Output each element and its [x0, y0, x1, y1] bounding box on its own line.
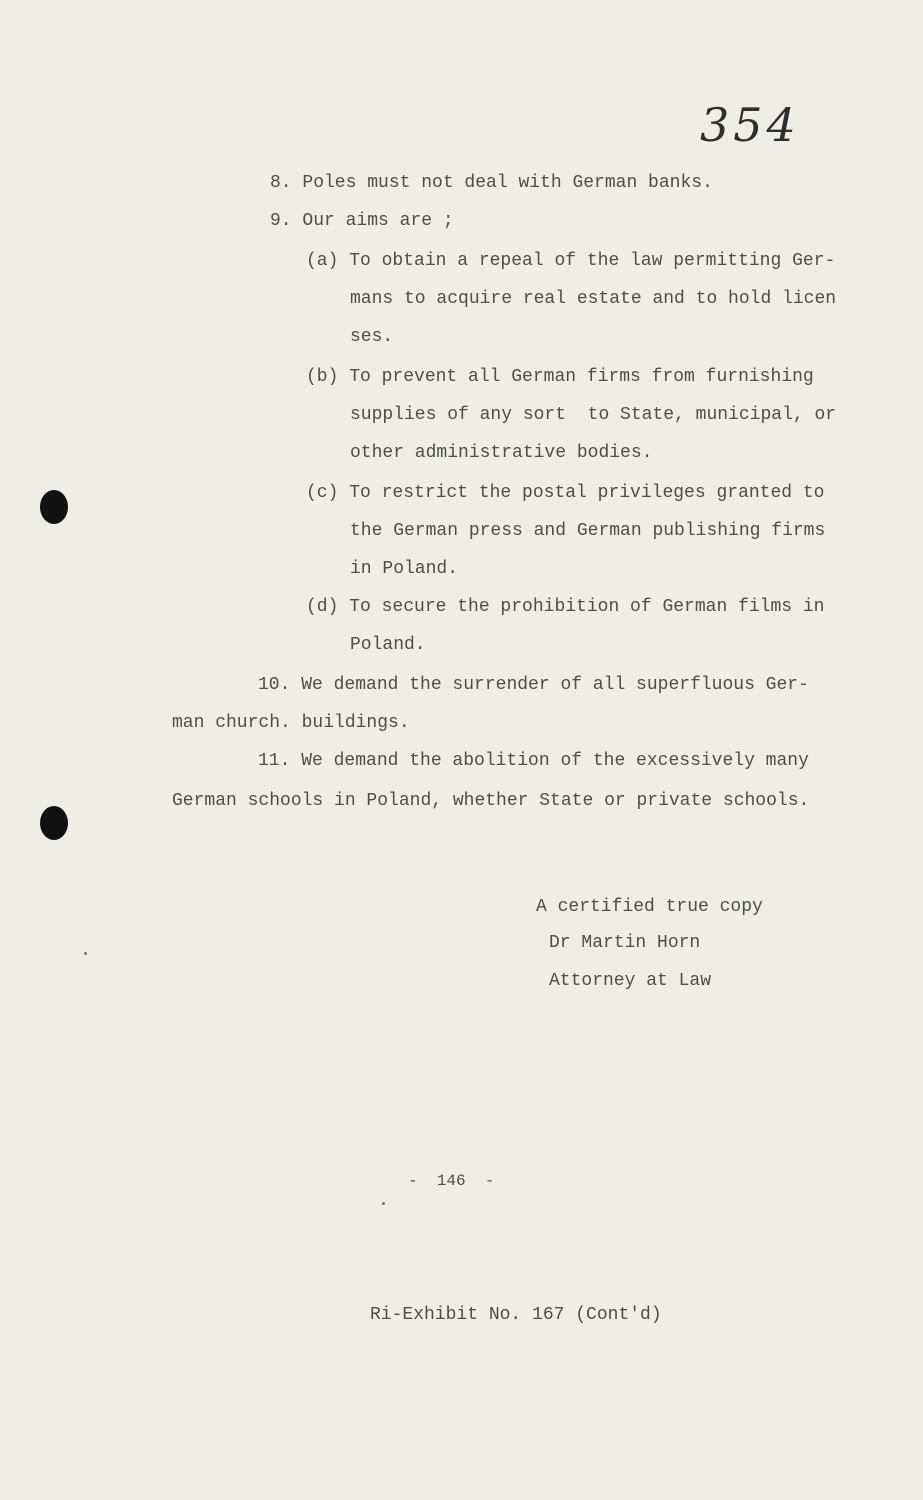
item-9: 9. Our aims are ;	[270, 211, 454, 231]
certification-line-2: Dr Martin Horn	[549, 933, 701, 953]
item-9d-line-2: Poland.	[350, 635, 426, 655]
item-11-line-1: 11. We demand the abolition of the excessively many	[258, 751, 809, 771]
exhibit-label: Ri-Exhibit No. 167 (Cont'd)	[370, 1305, 662, 1325]
paper-speck	[84, 952, 87, 955]
item-9c-line-3: in Poland.	[350, 559, 459, 579]
footer-page-number: - 146 -	[408, 1172, 495, 1190]
item-8: 8. Poles must not deal with German banks.	[270, 173, 713, 193]
item-9c-line-2: the German press and German publishing firms	[350, 521, 826, 541]
paper-speck	[382, 1202, 385, 1205]
punch-hole-top	[40, 490, 68, 524]
item-9a-line-2: mans to acquire real estate and to hold licen	[350, 289, 837, 309]
handwritten-page-number: 354	[700, 98, 800, 152]
item-10-line-1: 10. We demand the surrender of all superfluous Ger-	[258, 675, 809, 695]
item-9b-line-1: (b) To prevent all German firms from furnishing	[306, 367, 814, 387]
item-10-line-2: man church. buildings.	[172, 713, 410, 733]
item-9b-line-3: other administrative bodies.	[350, 443, 653, 463]
item-11-line-2: German schools in Poland, whether State or private schools.	[172, 791, 810, 811]
item-9b-line-2: supplies of any sort to State, municipal, or	[350, 405, 837, 425]
item-9a-line-1: (a) To obtain a repeal of the law permitting Ger-	[306, 251, 836, 271]
certification-line-3: Attorney at Law	[549, 971, 712, 991]
certification-line-1: A certified true copy	[536, 897, 763, 917]
punch-hole-bottom	[40, 806, 68, 840]
item-9d-line-1: (d) To secure the prohibition of German films in	[306, 597, 825, 617]
item-9a-line-3: ses.	[350, 327, 394, 347]
item-9c-line-1: (c) To restrict the postal privileges granted to	[306, 483, 825, 503]
